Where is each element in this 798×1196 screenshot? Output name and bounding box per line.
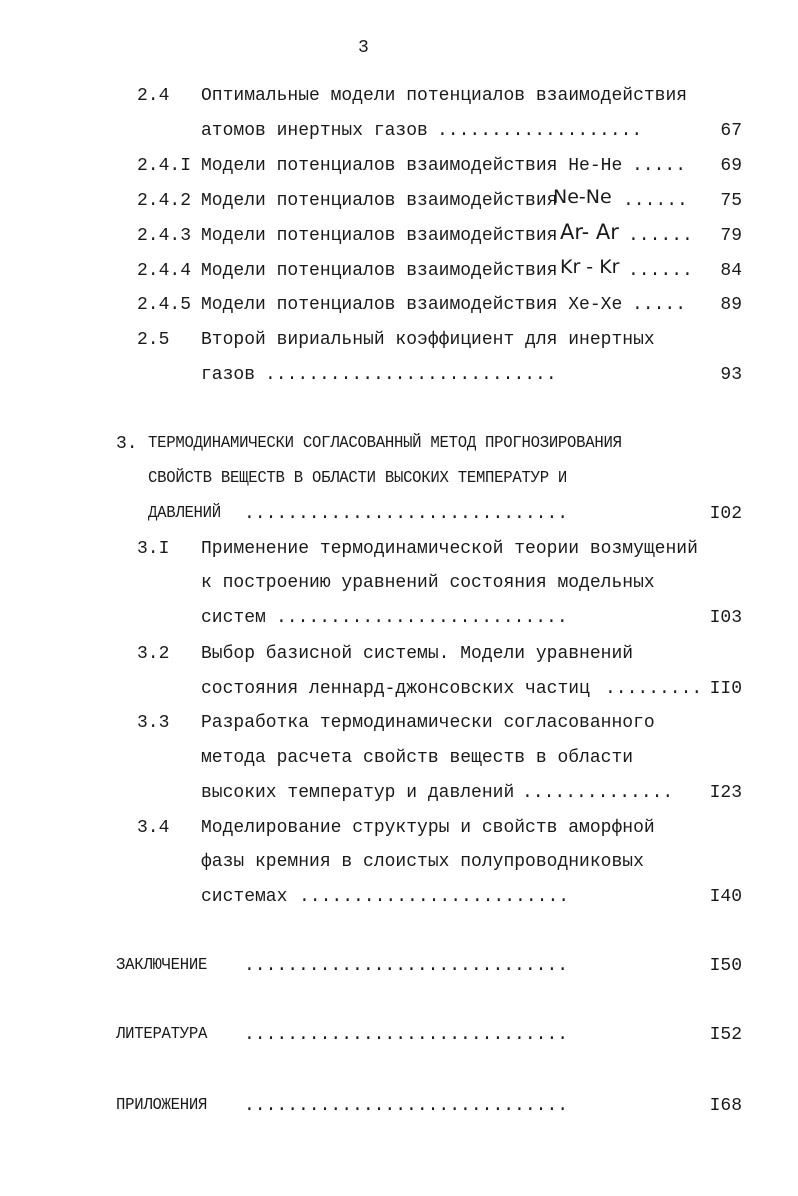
toc-number: 2.4 bbox=[137, 86, 170, 106]
toc-page: I50 bbox=[709, 956, 742, 976]
toc-leader-dots: ......................... bbox=[299, 887, 570, 907]
toc-page: 89 bbox=[720, 295, 742, 315]
toc-number: 2.4.5 bbox=[137, 295, 192, 315]
toc-leader-dots: ...... bbox=[628, 226, 693, 246]
toc-leader-dots: ...... bbox=[628, 261, 693, 281]
toc-number: 2.4.4 bbox=[137, 261, 192, 281]
toc-leader-dots: .............................. bbox=[244, 1096, 569, 1116]
toc-leader-dots: ..... bbox=[632, 156, 687, 176]
toc-title-line: к построению уравнений состояния модельных bbox=[201, 573, 655, 593]
toc-title: ПРИЛОЖЕНИЯ bbox=[116, 1096, 208, 1115]
toc-leader-dots: ................... bbox=[437, 121, 643, 141]
toc-leader-dots: .............................. bbox=[244, 504, 569, 524]
toc-title: Модели потенциалов взаимодействия Xe-Xe bbox=[201, 295, 623, 315]
toc-page: 75 bbox=[720, 191, 742, 211]
toc-title-line: СВОЙСТВ ВЕЩЕСТВ В ОБЛАСТИ ВЫСОКИХ ТЕМПЕРАТУР И bbox=[148, 469, 568, 488]
toc-page: I02 bbox=[709, 504, 742, 524]
toc-title: ЛИТЕРАТУРА bbox=[116, 1025, 208, 1044]
toc-handwritten-element: Kr - Kr bbox=[560, 256, 620, 278]
toc-leader-dots: .............................. bbox=[244, 956, 569, 976]
toc-page: I40 bbox=[709, 887, 742, 907]
toc-title: Модели потенциалов взаимодействия bbox=[201, 191, 558, 211]
toc-leader-dots: .............................. bbox=[244, 1025, 569, 1045]
toc-leader-dots: ......... bbox=[605, 679, 703, 699]
toc-page: 67 bbox=[720, 121, 742, 141]
toc-page: I52 bbox=[709, 1025, 742, 1045]
toc-number: 3.I bbox=[137, 539, 170, 559]
toc-title-line: Выбор базисной системы. Модели уравнений bbox=[201, 644, 634, 664]
toc-number: 3.2 bbox=[137, 644, 170, 664]
toc-title-line: ДАВЛЕНИЙ bbox=[148, 504, 221, 523]
toc-title-line: Моделирование структуры и свойств аморфной bbox=[201, 818, 655, 838]
toc-title-line: систем bbox=[201, 608, 266, 628]
toc-page: I23 bbox=[709, 783, 742, 803]
toc-handwritten-element: Ar- Ar bbox=[560, 220, 619, 244]
toc-page: 84 bbox=[720, 261, 742, 281]
toc-title: Модели потенциалов взаимодействия bbox=[201, 261, 558, 281]
toc-leader-dots: ........................... bbox=[265, 365, 557, 385]
toc-handwritten-element: Ne-Ne bbox=[553, 186, 612, 208]
toc-title-line: ТЕРМОДИНАМИЧЕСКИ СОГЛАСОВАННЫЙ МЕТОД ПРОГНОЗИРОВАНИЯ bbox=[148, 434, 622, 453]
toc-number: 3.3 bbox=[137, 713, 170, 733]
toc-leader-dots: ........................... bbox=[276, 608, 568, 628]
toc-number: 2.5 bbox=[137, 330, 170, 350]
toc-title-line: газов bbox=[201, 365, 256, 385]
toc-title-line: Применение термодинамической теории возмущений bbox=[201, 539, 698, 559]
toc-title-line: атомов инертных газов bbox=[201, 121, 428, 141]
toc-number: 2.4.2 bbox=[137, 191, 192, 211]
toc-page: II0 bbox=[709, 679, 742, 699]
toc-title-line: метода расчета свойств веществ в области bbox=[201, 748, 634, 768]
toc-page: I68 bbox=[709, 1096, 742, 1116]
toc-page: 69 bbox=[720, 156, 742, 176]
toc-number: 3.4 bbox=[137, 818, 170, 838]
toc-title: Модели потенциалов взаимодействия bbox=[201, 226, 558, 246]
toc-page: 93 bbox=[720, 365, 742, 385]
toc-leader-dots: ...... bbox=[623, 191, 688, 211]
toc-number: 3. bbox=[116, 434, 138, 454]
toc-number: 2.4.3 bbox=[137, 226, 192, 246]
toc-title-line: фазы кремния в слоистых полупроводниковых bbox=[201, 852, 644, 872]
toc-title-line: Оптимальные модели потенциалов взаимодействия bbox=[201, 86, 688, 106]
toc-title-line: состояния леннард-джонсовских частиц bbox=[201, 679, 590, 699]
toc-title: ЗАКЛЮЧЕНИЕ bbox=[116, 956, 208, 975]
toc-page: I03 bbox=[709, 608, 742, 628]
toc-title-line: Разработка термодинамически согласованного bbox=[201, 713, 655, 733]
toc-title-line: системах bbox=[201, 887, 288, 907]
toc-title-line: высоких температур и давлений bbox=[201, 783, 515, 803]
page-number: 3 bbox=[358, 38, 369, 58]
toc-title: Модели потенциалов взаимодействия He-He bbox=[201, 156, 623, 176]
toc-leader-dots: .............. bbox=[522, 783, 674, 803]
toc-number: 2.4.I bbox=[137, 156, 192, 176]
toc-title-line: Второй вириальный коэффициент для инертных bbox=[201, 330, 655, 350]
toc-page: 79 bbox=[720, 226, 742, 246]
toc-leader-dots: ..... bbox=[632, 295, 687, 315]
